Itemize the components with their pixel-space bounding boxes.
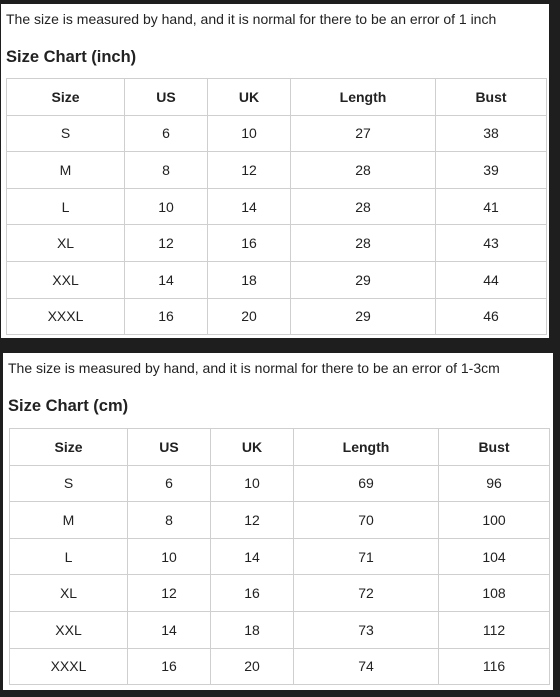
cell-bust: 43	[436, 225, 547, 262]
cell-size: XXL	[7, 261, 125, 298]
cell-us: 14	[128, 611, 211, 648]
cell-uk: 10	[208, 115, 291, 152]
cell-bust: 46	[436, 298, 547, 335]
cell-uk: 18	[208, 261, 291, 298]
table-header-row	[10, 429, 550, 466]
cell-uk: 16	[211, 575, 294, 612]
cell-length: 28	[291, 152, 436, 189]
cell-us: 10	[128, 538, 211, 575]
cell-us: 6	[128, 465, 211, 502]
size-chart-table	[9, 428, 550, 685]
table-row	[7, 261, 547, 298]
cell-uk: 18	[211, 611, 294, 648]
table-row	[10, 648, 550, 685]
cell-size: XXL	[10, 611, 128, 648]
size-chart-table	[6, 78, 547, 335]
cell-size: L	[10, 538, 128, 575]
column-header-uk: UK	[208, 79, 291, 116]
column-header-us: US	[128, 429, 211, 466]
cell-size: XL	[10, 575, 128, 612]
cell-us: 6	[125, 115, 208, 152]
cell-us: 16	[128, 648, 211, 685]
cell-us: 14	[125, 261, 208, 298]
table-row	[7, 225, 547, 262]
cell-size: L	[7, 188, 125, 225]
table-row	[10, 538, 550, 575]
cell-length: 29	[291, 261, 436, 298]
cell-size: XL	[7, 225, 125, 262]
cell-length: 70	[294, 502, 439, 539]
cell-us: 8	[128, 502, 211, 539]
table-row	[7, 115, 547, 152]
cell-bust: 44	[436, 261, 547, 298]
cell-bust: 112	[439, 611, 550, 648]
cell-bust: 96	[439, 465, 550, 502]
size-chart-title: Size Chart (cm)	[8, 397, 129, 415]
cell-length: 72	[294, 575, 439, 612]
cell-uk: 12	[208, 152, 291, 189]
cell-uk: 10	[211, 465, 294, 502]
cell-us: 12	[125, 225, 208, 262]
cell-bust: 100	[439, 502, 550, 539]
cell-length: 28	[291, 225, 436, 262]
cell-uk: 14	[211, 538, 294, 575]
measurement-note: The size is measured by hand, and it is normal for there to be an error of 1 inch	[6, 11, 497, 27]
size-chart-title: Size Chart (inch)	[6, 48, 137, 66]
column-header-size: Size	[10, 429, 128, 466]
size-chart-inch-panel	[1, 4, 549, 338]
cell-us: 8	[125, 152, 208, 189]
size-chart-cm-panel	[3, 353, 553, 690]
column-header-length: Length	[291, 79, 436, 116]
cell-length: 27	[291, 115, 436, 152]
cell-size: S	[10, 465, 128, 502]
table-row	[7, 188, 547, 225]
column-header-size: Size	[7, 79, 125, 116]
cell-bust: 41	[436, 188, 547, 225]
cell-uk: 16	[208, 225, 291, 262]
cell-length: 28	[291, 188, 436, 225]
cell-length: 73	[294, 611, 439, 648]
cell-bust: 39	[436, 152, 547, 189]
column-header-us: US	[125, 79, 208, 116]
table-header-row	[7, 79, 547, 116]
cell-size: S	[7, 115, 125, 152]
table-row	[10, 502, 550, 539]
measurement-note: The size is measured by hand, and it is normal for there to be an error of 1-3cm	[8, 360, 500, 376]
cell-bust: 108	[439, 575, 550, 612]
cell-bust: 116	[439, 648, 550, 685]
table-row	[10, 611, 550, 648]
cell-uk: 20	[211, 648, 294, 685]
cell-us: 12	[128, 575, 211, 612]
cell-length: 69	[294, 465, 439, 502]
cell-size: XXXL	[10, 648, 128, 685]
cell-length: 29	[291, 298, 436, 335]
table-row	[10, 465, 550, 502]
cell-bust: 38	[436, 115, 547, 152]
column-header-bust: Bust	[439, 429, 550, 466]
cell-size: M	[10, 502, 128, 539]
table-row	[10, 575, 550, 612]
table-row	[7, 152, 547, 189]
cell-uk: 12	[211, 502, 294, 539]
cell-size: M	[7, 152, 125, 189]
cell-us: 10	[125, 188, 208, 225]
cell-length: 74	[294, 648, 439, 685]
cell-uk: 20	[208, 298, 291, 335]
cell-uk: 14	[208, 188, 291, 225]
cell-size: XXXL	[7, 298, 125, 335]
column-header-uk: UK	[211, 429, 294, 466]
cell-us: 16	[125, 298, 208, 335]
column-header-length: Length	[294, 429, 439, 466]
cell-length: 71	[294, 538, 439, 575]
table-row	[7, 298, 547, 335]
column-header-bust: Bust	[436, 79, 547, 116]
cell-bust: 104	[439, 538, 550, 575]
